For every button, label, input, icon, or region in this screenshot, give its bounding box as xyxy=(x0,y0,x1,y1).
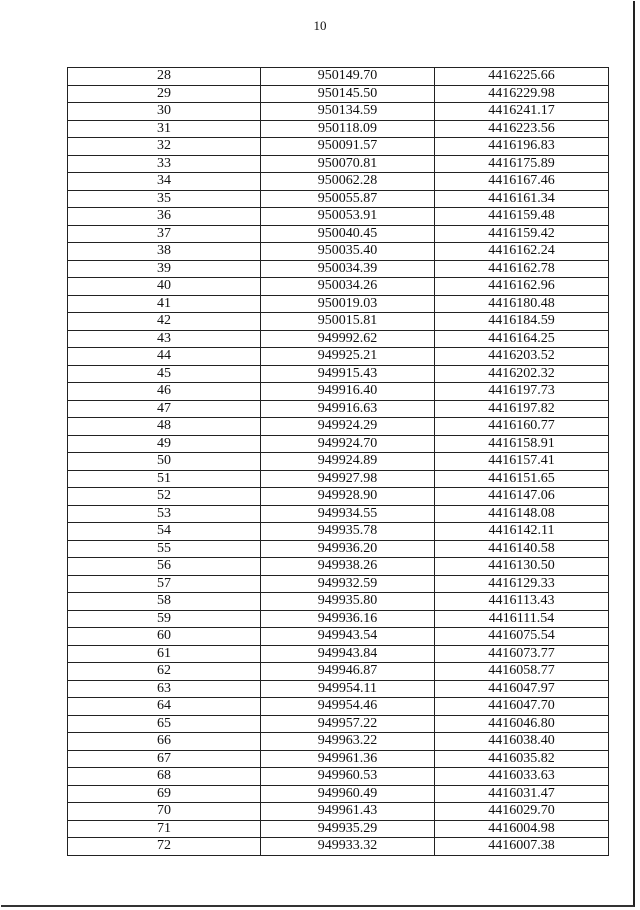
y-coordinate-cell: 4416058.77 xyxy=(435,663,609,681)
y-coordinate-cell: 4416229.98 xyxy=(435,85,609,103)
table-row xyxy=(68,120,609,138)
x-coordinate-cell: 949927.98 xyxy=(261,470,435,488)
point-number-cell: 50 xyxy=(68,453,261,471)
table-row xyxy=(68,418,609,436)
y-coordinate-cell: 4416223.56 xyxy=(435,120,609,138)
point-number-cell: 69 xyxy=(68,785,261,803)
y-coordinate-cell: 4416196.83 xyxy=(435,138,609,156)
point-number-cell: 59 xyxy=(68,610,261,628)
x-coordinate-cell: 950055.87 xyxy=(261,190,435,208)
point-number-cell: 43 xyxy=(68,330,261,348)
y-coordinate-cell: 4416159.42 xyxy=(435,225,609,243)
y-coordinate-cell: 4416007.38 xyxy=(435,838,609,856)
y-coordinate-cell: 4416203.52 xyxy=(435,348,609,366)
x-coordinate-cell: 949954.11 xyxy=(261,680,435,698)
x-coordinate-cell: 949935.29 xyxy=(261,820,435,838)
point-number-cell: 53 xyxy=(68,505,261,523)
x-coordinate-cell: 950019.03 xyxy=(261,295,435,313)
point-number-cell: 68 xyxy=(68,768,261,786)
table-row xyxy=(68,295,609,313)
y-coordinate-cell: 4416046.80 xyxy=(435,715,609,733)
y-coordinate-cell: 4416162.24 xyxy=(435,243,609,261)
point-number-cell: 39 xyxy=(68,260,261,278)
page-number: 10 xyxy=(313,18,327,33)
y-coordinate-cell: 4416075.54 xyxy=(435,628,609,646)
x-coordinate-cell: 949961.36 xyxy=(261,750,435,768)
x-coordinate-cell: 949960.49 xyxy=(261,785,435,803)
table-row xyxy=(68,663,609,681)
table-row xyxy=(68,785,609,803)
table-row xyxy=(68,260,609,278)
x-coordinate-cell: 950070.81 xyxy=(261,155,435,173)
x-coordinate-cell: 950015.81 xyxy=(261,313,435,331)
x-coordinate-cell: 949924.70 xyxy=(261,435,435,453)
point-number-cell: 45 xyxy=(68,365,261,383)
y-coordinate-cell: 4416167.46 xyxy=(435,173,609,191)
point-number-cell: 58 xyxy=(68,593,261,611)
x-coordinate-cell: 949933.32 xyxy=(261,838,435,856)
table-row xyxy=(68,715,609,733)
point-number-cell: 40 xyxy=(68,278,261,296)
x-coordinate-cell: 949936.20 xyxy=(261,540,435,558)
table-row xyxy=(68,505,609,523)
point-number-cell: 65 xyxy=(68,715,261,733)
x-coordinate-cell: 950145.50 xyxy=(261,85,435,103)
table-row xyxy=(68,488,609,506)
y-coordinate-cell: 4416202.32 xyxy=(435,365,609,383)
point-number-cell: 52 xyxy=(68,488,261,506)
point-number-cell: 46 xyxy=(68,383,261,401)
point-number-cell: 67 xyxy=(68,750,261,768)
table-row xyxy=(68,645,609,663)
y-coordinate-cell: 4416184.59 xyxy=(435,313,609,331)
x-coordinate-cell: 950118.09 xyxy=(261,120,435,138)
x-coordinate-cell: 949943.54 xyxy=(261,628,435,646)
x-coordinate-cell: 949935.78 xyxy=(261,523,435,541)
table-row xyxy=(68,313,609,331)
point-number-cell: 32 xyxy=(68,138,261,156)
table-row xyxy=(68,575,609,593)
x-coordinate-cell: 949943.84 xyxy=(261,645,435,663)
y-coordinate-cell: 4416031.47 xyxy=(435,785,609,803)
x-coordinate-cell: 950035.40 xyxy=(261,243,435,261)
point-number-cell: 34 xyxy=(68,173,261,191)
point-number-cell: 64 xyxy=(68,698,261,716)
table-row xyxy=(68,383,609,401)
point-number-cell: 48 xyxy=(68,418,261,436)
table-row xyxy=(68,558,609,576)
x-coordinate-cell: 949925.21 xyxy=(261,348,435,366)
y-coordinate-cell: 4416111.54 xyxy=(435,610,609,628)
x-coordinate-cell: 949946.87 xyxy=(261,663,435,681)
coordinates-table-body xyxy=(68,68,609,856)
x-coordinate-cell: 949916.63 xyxy=(261,400,435,418)
y-coordinate-cell: 4416175.89 xyxy=(435,155,609,173)
y-coordinate-cell: 4416130.50 xyxy=(435,558,609,576)
x-coordinate-cell: 949960.53 xyxy=(261,768,435,786)
x-coordinate-cell: 950062.28 xyxy=(261,173,435,191)
y-coordinate-cell: 4416241.17 xyxy=(435,103,609,121)
y-coordinate-cell: 4416035.82 xyxy=(435,750,609,768)
x-coordinate-cell: 950091.57 xyxy=(261,138,435,156)
table-row xyxy=(68,593,609,611)
table-row xyxy=(68,208,609,226)
y-coordinate-cell: 4416161.34 xyxy=(435,190,609,208)
point-number-cell: 38 xyxy=(68,243,261,261)
coordinates-table xyxy=(67,67,609,856)
point-number-cell: 56 xyxy=(68,558,261,576)
table-row xyxy=(68,750,609,768)
table-row xyxy=(68,243,609,261)
x-coordinate-cell: 949932.59 xyxy=(261,575,435,593)
point-number-cell: 70 xyxy=(68,803,261,821)
y-coordinate-cell: 4416157.41 xyxy=(435,453,609,471)
y-coordinate-cell: 4416142.11 xyxy=(435,523,609,541)
table-row xyxy=(68,173,609,191)
table-row xyxy=(68,523,609,541)
x-coordinate-cell: 949916.40 xyxy=(261,383,435,401)
table-row xyxy=(68,190,609,208)
point-number-cell: 36 xyxy=(68,208,261,226)
point-number-cell: 60 xyxy=(68,628,261,646)
table-row xyxy=(68,838,609,856)
y-coordinate-cell: 4416197.82 xyxy=(435,400,609,418)
table-row xyxy=(68,435,609,453)
point-number-cell: 72 xyxy=(68,838,261,856)
point-number-cell: 42 xyxy=(68,313,261,331)
table-row xyxy=(68,278,609,296)
point-number-cell: 37 xyxy=(68,225,261,243)
y-coordinate-cell: 4416148.08 xyxy=(435,505,609,523)
table-row xyxy=(68,628,609,646)
y-coordinate-cell: 4416147.06 xyxy=(435,488,609,506)
y-coordinate-cell: 4416129.33 xyxy=(435,575,609,593)
y-coordinate-cell: 4416029.70 xyxy=(435,803,609,821)
x-coordinate-cell: 949961.43 xyxy=(261,803,435,821)
table-row xyxy=(68,470,609,488)
x-coordinate-cell: 950034.39 xyxy=(261,260,435,278)
point-number-cell: 28 xyxy=(68,68,261,86)
y-coordinate-cell: 4416151.65 xyxy=(435,470,609,488)
x-coordinate-cell: 949934.55 xyxy=(261,505,435,523)
x-coordinate-cell: 949992.62 xyxy=(261,330,435,348)
point-number-cell: 71 xyxy=(68,820,261,838)
table-row xyxy=(68,103,609,121)
x-coordinate-cell: 950134.59 xyxy=(261,103,435,121)
point-number-cell: 66 xyxy=(68,733,261,751)
table-row xyxy=(68,348,609,366)
table-row xyxy=(68,365,609,383)
point-number-cell: 47 xyxy=(68,400,261,418)
table-row xyxy=(68,698,609,716)
x-coordinate-cell: 949938.26 xyxy=(261,558,435,576)
point-number-cell: 35 xyxy=(68,190,261,208)
point-number-cell: 62 xyxy=(68,663,261,681)
x-coordinate-cell: 949963.22 xyxy=(261,733,435,751)
y-coordinate-cell: 4416225.66 xyxy=(435,68,609,86)
y-coordinate-cell: 4416180.48 xyxy=(435,295,609,313)
point-number-cell: 57 xyxy=(68,575,261,593)
table-row xyxy=(68,610,609,628)
x-coordinate-cell: 950034.26 xyxy=(261,278,435,296)
y-coordinate-cell: 4416159.48 xyxy=(435,208,609,226)
y-coordinate-cell: 4416197.73 xyxy=(435,383,609,401)
point-number-cell: 33 xyxy=(68,155,261,173)
y-coordinate-cell: 4416073.77 xyxy=(435,645,609,663)
table-row xyxy=(68,400,609,418)
point-number-cell: 31 xyxy=(68,120,261,138)
x-coordinate-cell: 949957.22 xyxy=(261,715,435,733)
point-number-cell: 29 xyxy=(68,85,261,103)
table-row xyxy=(68,540,609,558)
y-coordinate-cell: 4416140.58 xyxy=(435,540,609,558)
x-coordinate-cell: 950053.91 xyxy=(261,208,435,226)
point-number-cell: 30 xyxy=(68,103,261,121)
table-row xyxy=(68,820,609,838)
y-coordinate-cell: 4416047.97 xyxy=(435,680,609,698)
point-number-cell: 49 xyxy=(68,435,261,453)
y-coordinate-cell: 4416047.70 xyxy=(435,698,609,716)
point-number-cell: 44 xyxy=(68,348,261,366)
table-row xyxy=(68,733,609,751)
point-number-cell: 54 xyxy=(68,523,261,541)
x-coordinate-cell: 949924.89 xyxy=(261,453,435,471)
table-row xyxy=(68,85,609,103)
table-row xyxy=(68,138,609,156)
x-coordinate-cell: 949915.43 xyxy=(261,365,435,383)
table-row xyxy=(68,768,609,786)
table-row xyxy=(68,155,609,173)
table-row xyxy=(68,225,609,243)
point-number-cell: 61 xyxy=(68,645,261,663)
table-row xyxy=(68,68,609,86)
x-coordinate-cell: 950040.45 xyxy=(261,225,435,243)
x-coordinate-cell: 949924.29 xyxy=(261,418,435,436)
point-number-cell: 63 xyxy=(68,680,261,698)
x-coordinate-cell: 949935.80 xyxy=(261,593,435,611)
y-coordinate-cell: 4416038.40 xyxy=(435,733,609,751)
table-row xyxy=(68,803,609,821)
point-number-cell: 41 xyxy=(68,295,261,313)
x-coordinate-cell: 949954.46 xyxy=(261,698,435,716)
table-row xyxy=(68,330,609,348)
y-coordinate-cell: 4416158.91 xyxy=(435,435,609,453)
x-coordinate-cell: 949928.90 xyxy=(261,488,435,506)
point-number-cell: 51 xyxy=(68,470,261,488)
y-coordinate-cell: 4416162.78 xyxy=(435,260,609,278)
y-coordinate-cell: 4416033.63 xyxy=(435,768,609,786)
x-coordinate-cell: 950149.70 xyxy=(261,68,435,86)
table-row xyxy=(68,453,609,471)
y-coordinate-cell: 4416004.98 xyxy=(435,820,609,838)
table-row xyxy=(68,680,609,698)
y-coordinate-cell: 4416113.43 xyxy=(435,593,609,611)
x-coordinate-cell: 949936.16 xyxy=(261,610,435,628)
y-coordinate-cell: 4416160.77 xyxy=(435,418,609,436)
y-coordinate-cell: 4416162.96 xyxy=(435,278,609,296)
y-coordinate-cell: 4416164.25 xyxy=(435,330,609,348)
point-number-cell: 55 xyxy=(68,540,261,558)
